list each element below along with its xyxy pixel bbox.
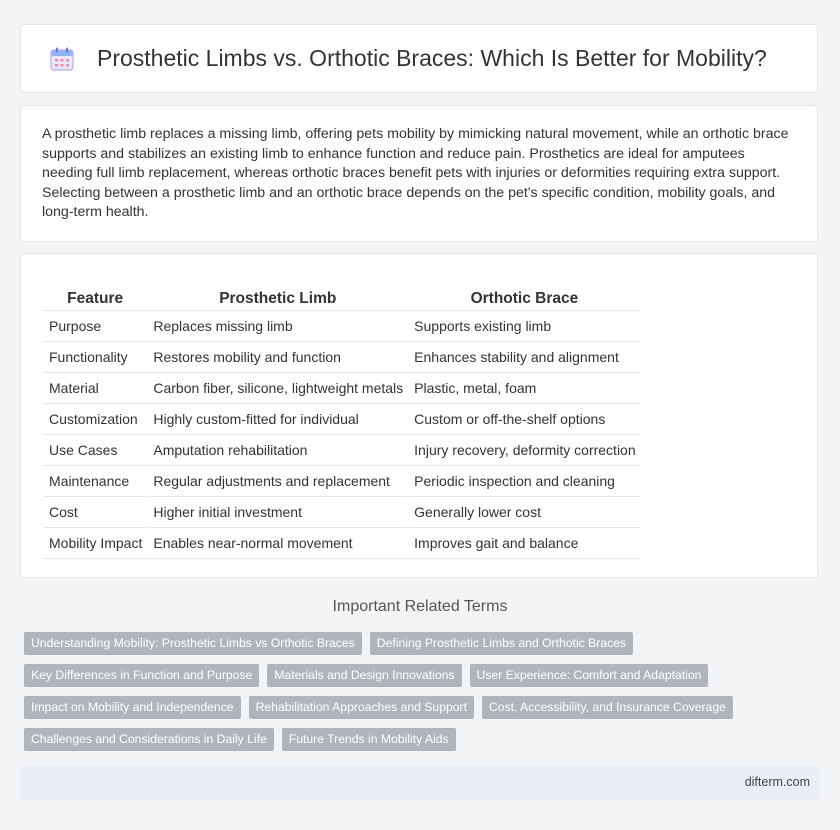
table-header-row — [44, 284, 640, 311]
table-cell: Customization — [44, 404, 146, 435]
related-term-tag[interactable]: Future Trends in Mobility Aids — [282, 728, 456, 751]
header-card — [20, 24, 818, 93]
table-row — [44, 528, 640, 559]
related-term-tag[interactable]: Defining Prosthetic Limbs and Orthotic Braces — [370, 632, 633, 655]
table-row — [44, 466, 640, 497]
column-header: Feature — [44, 284, 146, 311]
intro-text: A prosthetic limb replaces a missing limb, offering pets mobility by mimicking natural movement, while an orthotic brace supports and stabilizes an existing limb to enhance function and reduce pain. Prosthetics are ideal for amputees needing full limb replacement, whereas orthotic braces benefit pets with injuries or deformities requiring extra support. Selecting between a prosthetic limb and an orthotic brace depends on the pet's specific condition, mobility goals, and long-term health. — [42, 126, 789, 220]
table-cell: Injury recovery, deformity correction — [409, 435, 639, 466]
intro-card — [20, 105, 818, 242]
comparison-table — [42, 284, 642, 559]
table-cell: Cost — [44, 497, 146, 528]
table-cell: Higher initial investment — [148, 497, 407, 528]
page-title: Prosthetic Limbs vs. Orthotic Braces: Which Is Better for Mobility? — [97, 45, 767, 71]
related-term-tag[interactable]: Rehabilitation Approaches and Support — [249, 696, 474, 719]
table-cell: Carbon fiber, silicone, lightweight metals — [148, 373, 407, 404]
related-term-tag[interactable]: User Experience: Comfort and Adaptation — [470, 664, 709, 687]
table-cell: Periodic inspection and cleaning — [409, 466, 639, 497]
table-cell: Mobility Impact — [44, 528, 146, 559]
table-row — [44, 342, 640, 373]
related-term-tag[interactable]: Impact on Mobility and Independence — [24, 696, 241, 719]
table-cell: Purpose — [44, 311, 146, 342]
table-cell: Replaces missing limb — [148, 311, 407, 342]
table-cell: Custom or off-the-shelf options — [409, 404, 639, 435]
table-cell: Use Cases — [44, 435, 146, 466]
related-term-tag[interactable]: Cost, Accessibility, and Insurance Coverage — [482, 696, 733, 719]
table-cell: Supports existing limb — [409, 311, 639, 342]
table-row — [44, 435, 640, 466]
table-row — [44, 311, 640, 342]
table-cell: Functionality — [44, 342, 146, 373]
table-cell: Enhances stability and alignment — [409, 342, 639, 373]
table-cell: Highly custom-fitted for individual — [148, 404, 407, 435]
table-row — [44, 373, 640, 404]
column-header: Orthotic Brace — [409, 284, 639, 311]
table-row — [44, 497, 640, 528]
table-cell: Material — [44, 373, 146, 404]
related-term-tag[interactable]: Materials and Design Innovations — [267, 664, 461, 687]
table-cell: Maintenance — [44, 466, 146, 497]
related-term-tag[interactable]: Challenges and Considerations in Daily Life — [24, 728, 274, 751]
related-terms-list — [24, 632, 784, 751]
table-cell: Amputation rehabilitation — [148, 435, 407, 466]
table-cell: Regular adjustments and replacement — [148, 466, 407, 497]
footer — [20, 766, 820, 800]
comparison-card — [20, 253, 818, 578]
column-header: Prosthetic Limb — [148, 284, 407, 311]
table-row — [44, 404, 640, 435]
table-cell: Restores mobility and function — [148, 342, 407, 373]
table-cell: Generally lower cost — [409, 497, 639, 528]
table-cell: Plastic, metal, foam — [409, 373, 639, 404]
related-term-tag[interactable]: Key Differences in Function and Purpose — [24, 664, 259, 687]
related-term-tag[interactable]: Understanding Mobility: Prosthetic Limbs vs Orthotic Braces — [24, 632, 362, 655]
footer-site-link[interactable]: difterm.com — [744, 775, 810, 789]
calendar-icon — [49, 46, 75, 72]
table-cell: Improves gait and balance — [409, 528, 639, 559]
related-terms-title: Important Related Terms — [332, 598, 508, 615]
table-cell: Enables near-normal movement — [148, 528, 407, 559]
